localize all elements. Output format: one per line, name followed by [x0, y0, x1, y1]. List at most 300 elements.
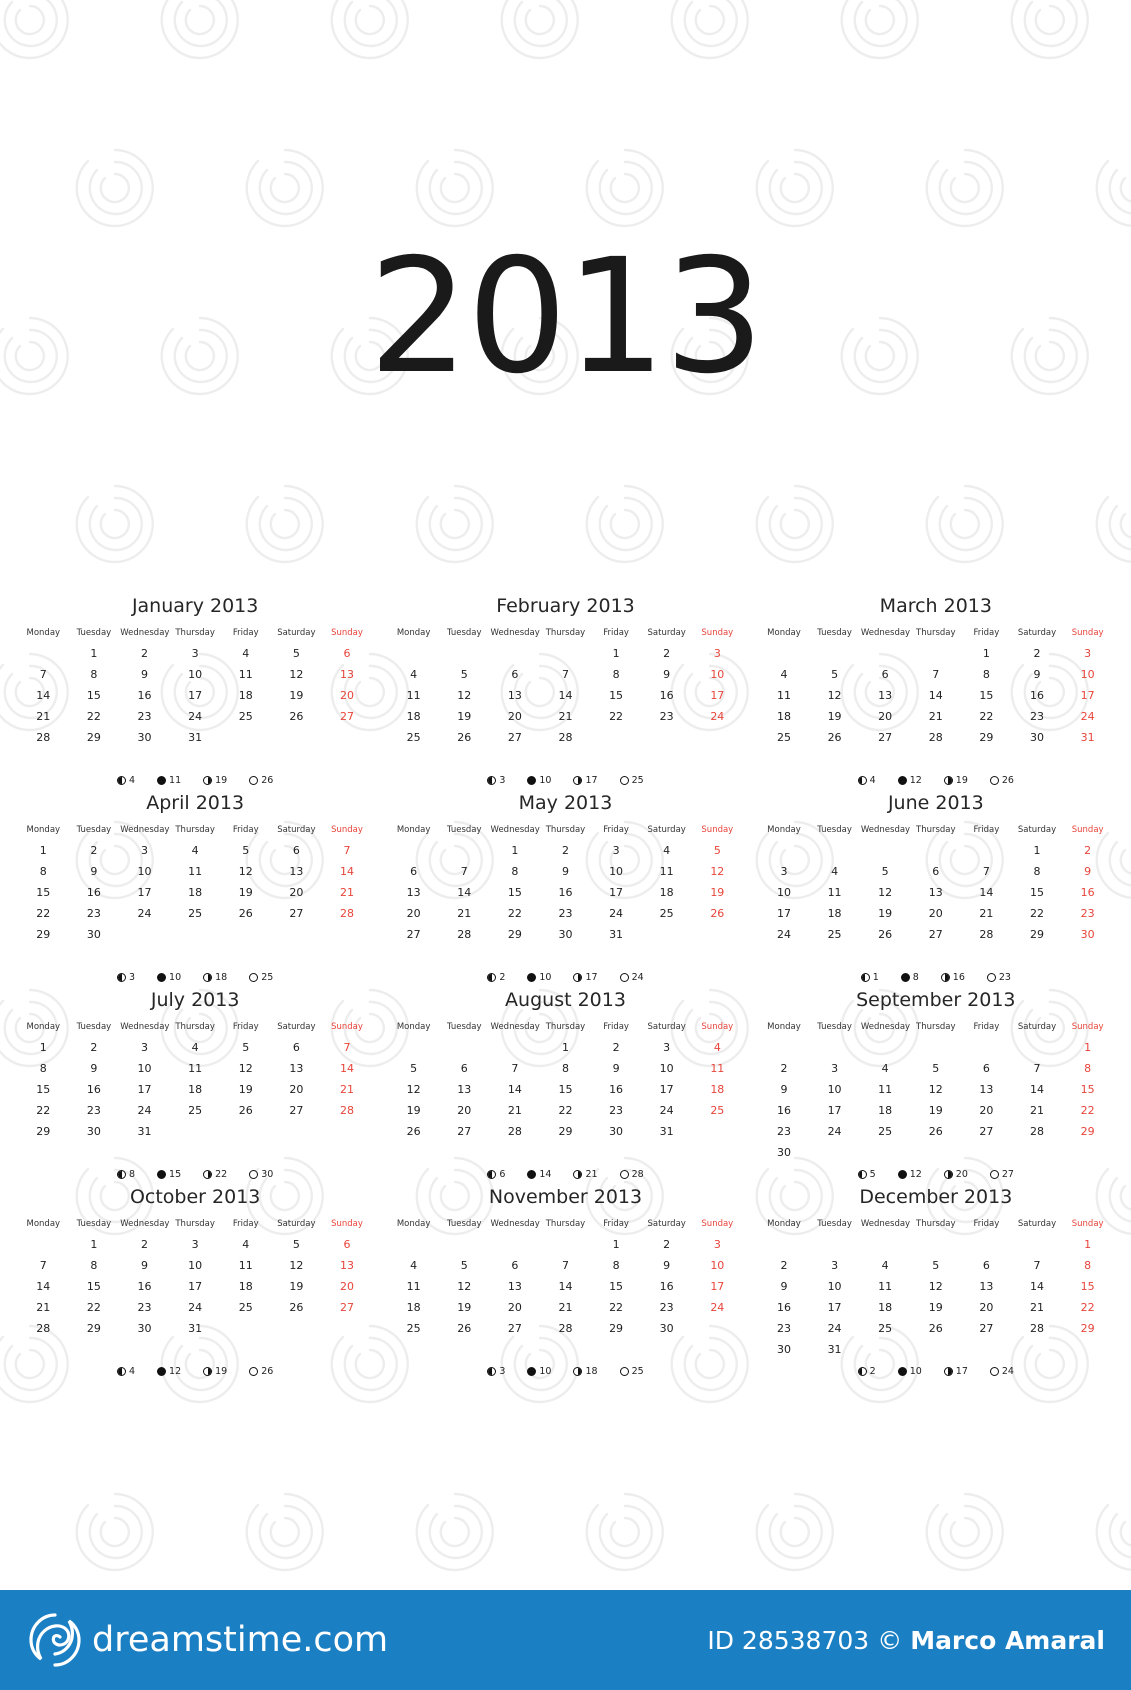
week-row: [18, 643, 372, 664]
day-cell-empty: [490, 1037, 541, 1058]
day-cell: 8: [612, 1259, 620, 1272]
month-block: [751, 792, 1121, 989]
day-cell: 2: [141, 647, 149, 660]
day-cell: 5: [831, 668, 839, 681]
day-cell-empty: [170, 1121, 221, 1142]
moon-phase-day: 25: [631, 1366, 644, 1377]
day-cell-empty: [759, 1234, 810, 1255]
week-row: [388, 727, 742, 748]
day-cell: 12: [928, 1083, 943, 1096]
day-cell: 27: [507, 1322, 522, 1335]
day-cell: 14: [36, 1280, 51, 1293]
day-cell-empty: [439, 1234, 490, 1255]
week-row: [388, 1297, 742, 1318]
day-cell-empty: [220, 1318, 271, 1339]
moon-phase-item: [858, 1366, 876, 1377]
day-cell: 18: [406, 710, 421, 723]
day-cell: 14: [1030, 1083, 1044, 1096]
image-id: ID 28538703: [707, 1625, 870, 1655]
week-row: [759, 685, 1113, 706]
moon-phase-day: 11: [169, 775, 182, 786]
day-cell: 15: [1030, 886, 1044, 899]
moon-phase-item: [487, 1169, 505, 1180]
moon-phase-day: 26: [261, 1366, 274, 1377]
day-cell: 17: [827, 1301, 842, 1314]
day-cell: 16: [776, 1301, 791, 1314]
day-cell: 11: [188, 865, 203, 878]
day-cell: 26: [710, 907, 725, 920]
moon-last-icon: [487, 776, 496, 785]
day-cell: 4: [780, 668, 788, 681]
moon-phase-item: [117, 1169, 135, 1180]
weekday-header: Friday: [232, 628, 259, 638]
moon-phase-day: 8: [912, 972, 919, 983]
day-cell-empty: [809, 1142, 860, 1163]
day-cell: 14: [507, 1083, 522, 1096]
moon-phase-item: [527, 775, 551, 786]
day-cell-empty: [220, 924, 271, 945]
day-cell: 30: [137, 731, 152, 744]
day-cell: 7: [511, 1062, 519, 1075]
day-cell: 10: [188, 668, 203, 681]
month-table: [388, 1218, 742, 1339]
moon-phase-day: 2: [869, 1366, 876, 1377]
day-cell: 13: [507, 1280, 522, 1293]
month-block: [10, 989, 380, 1186]
moon-new-icon: [620, 1170, 629, 1179]
moon-full-icon: [157, 776, 166, 785]
day-cell: 19: [406, 1104, 421, 1117]
weekday-header: Friday: [973, 1219, 1000, 1229]
weekday-header: Wednesday: [120, 1219, 170, 1229]
day-cell: 11: [776, 689, 791, 702]
day-cell: 26: [238, 1104, 253, 1117]
weekday-header: Sunday: [701, 825, 734, 835]
moon-phase-item: [527, 1366, 551, 1377]
weekday-header: Tuesday: [76, 1022, 112, 1032]
day-cell: 30: [609, 1125, 624, 1138]
watermark-spiral-icon: [310, 0, 430, 80]
day-cell: 13: [507, 689, 522, 702]
day-cell: 13: [928, 886, 943, 899]
day-cell: 26: [238, 907, 253, 920]
moon-phase-day: 4: [129, 1366, 136, 1377]
weekday-header: Saturday: [647, 825, 686, 835]
weekday-header: Wednesday: [490, 1022, 540, 1032]
day-cell: 14: [558, 1280, 573, 1293]
weekday-header: Saturday: [277, 628, 316, 638]
moon-phase-row: [388, 972, 742, 983]
moon-full-icon: [898, 1170, 907, 1179]
moon-phase-day: 25: [631, 775, 644, 786]
day-cell: 10: [710, 1259, 725, 1272]
day-cell: 19: [238, 1083, 253, 1096]
weekday-header: Thursday: [916, 1022, 956, 1032]
moon-full-icon: [901, 973, 910, 982]
day-cell: 23: [659, 1301, 674, 1314]
day-cell: 15: [86, 689, 101, 702]
day-cell: 29: [558, 1125, 573, 1138]
weekday-header: Wednesday: [120, 628, 170, 638]
day-cell: 14: [339, 1062, 354, 1075]
week-row: [388, 1100, 742, 1121]
day-cell: 26: [289, 710, 304, 723]
day-cell: 5: [932, 1259, 940, 1272]
day-cell: 21: [36, 1301, 51, 1314]
month-table: [759, 1218, 1113, 1360]
day-cell: 17: [1080, 689, 1095, 702]
week-row: [18, 1121, 372, 1142]
month-title: December 2013: [859, 1186, 1013, 1208]
moon-first-icon: [203, 1170, 212, 1179]
day-cell: 17: [710, 1280, 725, 1293]
moon-phase-item: [941, 972, 965, 983]
day-cell: 24: [776, 928, 791, 941]
moon-new-icon: [620, 776, 629, 785]
moon-phase-day: 27: [1001, 1169, 1014, 1180]
weekday-header: Thursday: [916, 628, 956, 638]
day-cell: 24: [188, 710, 203, 723]
day-cell: 11: [827, 886, 842, 899]
moon-phase-row: [18, 775, 372, 786]
moon-phase-day: 18: [585, 1366, 598, 1377]
moon-last-icon: [487, 1367, 496, 1376]
day-cell: 28: [928, 731, 943, 744]
day-cell: 4: [831, 865, 839, 878]
week-row: [388, 685, 742, 706]
day-cell-empty: [18, 643, 69, 664]
week-row: [759, 1142, 1113, 1163]
moon-phase-item: [157, 1366, 181, 1377]
moon-full-icon: [898, 1367, 907, 1376]
week-row: [759, 727, 1113, 748]
day-cell: 6: [343, 1238, 351, 1251]
day-cell-empty: [860, 840, 911, 861]
moon-phase-item: [620, 775, 644, 786]
month-title: March 2013: [879, 595, 992, 617]
moon-phase-item: [620, 1169, 644, 1180]
day-cell-empty: [490, 1234, 541, 1255]
day-cell-empty: [388, 1037, 439, 1058]
day-cell: 4: [242, 647, 250, 660]
day-cell-empty: [388, 840, 439, 861]
day-cell: 1: [39, 844, 47, 857]
moon-phase-day: 16: [952, 972, 965, 983]
weekday-header: Monday: [767, 1219, 801, 1229]
moon-phase-item: [990, 775, 1014, 786]
week-row: [759, 1037, 1113, 1058]
day-cell: 3: [141, 1041, 149, 1054]
day-cell: 18: [188, 886, 203, 899]
day-cell-empty: [692, 924, 743, 945]
moon-phase-item: [858, 775, 876, 786]
week-row: [18, 903, 372, 924]
moon-new-icon: [620, 1367, 629, 1376]
day-cell: 13: [979, 1280, 994, 1293]
day-cell: 13: [457, 1083, 472, 1096]
moon-phase-day: 3: [129, 972, 136, 983]
watermark-spiral-icon: [225, 464, 345, 584]
weekday-header: Sunday: [701, 1022, 734, 1032]
day-cell: 10: [776, 886, 791, 899]
moon-phase-day: 6: [499, 1169, 506, 1180]
weekday-header: Friday: [603, 1219, 629, 1229]
day-cell: 26: [457, 1322, 472, 1335]
day-cell: 23: [137, 1301, 152, 1314]
weekday-header: Saturday: [1017, 825, 1057, 835]
day-cell: 18: [238, 689, 253, 702]
watermark-spiral-icon: [140, 0, 260, 80]
day-cell: 6: [511, 668, 519, 681]
month-table: [18, 1218, 372, 1339]
footer-bar: [0, 1590, 1131, 1690]
day-cell-empty: [322, 1318, 373, 1339]
day-cell: 27: [507, 731, 522, 744]
moon-phase-item: [203, 1366, 227, 1377]
weekday-header: Monday: [767, 825, 801, 835]
day-cell: 8: [39, 1062, 47, 1075]
watermark-spiral-icon: [395, 464, 515, 584]
day-cell: 1: [612, 1238, 620, 1251]
week-row: [759, 1318, 1113, 1339]
week-row: [18, 1297, 372, 1318]
moon-first-icon: [573, 973, 582, 982]
weekday-header: Monday: [396, 825, 431, 835]
moon-phase-day: 5: [869, 1169, 876, 1180]
day-cell: 22: [86, 710, 101, 723]
moon-new-icon: [249, 1170, 258, 1179]
weekday-header: Tuesday: [817, 628, 852, 638]
day-cell-empty: [591, 727, 642, 748]
day-cell-empty: [540, 643, 591, 664]
day-cell: 31: [137, 1125, 152, 1138]
weekday-header: Monday: [26, 628, 61, 638]
day-cell: 28: [979, 928, 994, 941]
day-cell-empty: [388, 1234, 439, 1255]
calendar-grid: [10, 595, 1121, 1383]
day-cell: 30: [659, 1322, 674, 1335]
day-cell-empty: [1012, 1339, 1063, 1360]
day-cell: 4: [713, 1041, 721, 1054]
weekday-header: Saturday: [647, 1219, 686, 1229]
weekday-header: Tuesday: [817, 1219, 852, 1229]
day-cell: 12: [827, 689, 842, 702]
month-title: September 2013: [856, 989, 1016, 1011]
day-cell: 13: [979, 1083, 994, 1096]
day-cell: 2: [780, 1259, 788, 1272]
day-cell: 21: [36, 710, 51, 723]
week-row: [759, 903, 1113, 924]
watermark-spiral-icon: [395, 1472, 515, 1592]
day-cell: 10: [659, 1062, 674, 1075]
day-cell: 11: [878, 1083, 893, 1096]
day-cell: 20: [289, 886, 304, 899]
weekday-header: Friday: [232, 1219, 259, 1229]
day-cell: 2: [90, 844, 98, 857]
day-cell: 4: [191, 1041, 199, 1054]
moon-new-icon: [990, 776, 999, 785]
moon-phase-day: 10: [539, 1366, 552, 1377]
moon-full-icon: [157, 1367, 166, 1376]
day-cell: 21: [339, 1083, 354, 1096]
moon-first-icon: [944, 776, 953, 785]
moon-first-icon: [941, 973, 950, 982]
moon-first-icon: [203, 776, 212, 785]
weekday-header: Wednesday: [490, 628, 540, 638]
day-cell-empty: [961, 840, 1012, 861]
day-cell: 25: [878, 1322, 893, 1335]
day-cell: 22: [1080, 1104, 1095, 1117]
weekday-header: Thursday: [545, 1219, 586, 1229]
watermark-spiral-icon: [55, 128, 175, 248]
day-cell: 30: [558, 928, 573, 941]
month-block: [380, 1186, 750, 1383]
day-cell: 3: [1084, 647, 1092, 660]
day-cell: 18: [238, 1280, 253, 1293]
day-cell: 9: [663, 1259, 671, 1272]
week-row: [18, 861, 372, 882]
day-cell: 17: [137, 1083, 152, 1096]
month-table: [759, 824, 1113, 945]
day-cell: 15: [979, 689, 994, 702]
dreamstime-logo-icon: [26, 1611, 84, 1669]
weekday-header: Wednesday: [120, 1022, 170, 1032]
day-cell: 10: [609, 865, 624, 878]
moon-full-icon: [527, 1170, 536, 1179]
day-cell: 20: [406, 907, 421, 920]
day-cell-empty: [809, 1037, 860, 1058]
moon-phase-item: [117, 1366, 135, 1377]
day-cell: 20: [979, 1301, 994, 1314]
weekday-header: Monday: [396, 1022, 431, 1032]
month-title: October 2013: [129, 1186, 261, 1208]
moon-phase-item: [117, 775, 135, 786]
moon-new-icon: [249, 1367, 258, 1376]
day-cell: 1: [90, 647, 98, 660]
day-cell: 9: [90, 1062, 98, 1075]
day-cell: 21: [979, 907, 994, 920]
moon-phase-item: [858, 1169, 876, 1180]
day-cell: 14: [928, 689, 943, 702]
day-cell: 2: [90, 1041, 98, 1054]
day-cell: 12: [457, 1280, 472, 1293]
day-cell: 23: [659, 710, 674, 723]
weekday-header: Sunday: [331, 1219, 363, 1229]
day-cell-empty: [961, 1142, 1012, 1163]
watermark-spiral-icon: [990, 0, 1110, 80]
day-cell: 23: [137, 710, 152, 723]
day-cell-empty: [860, 1142, 911, 1163]
moon-phase-item: [249, 1169, 273, 1180]
day-cell: 16: [137, 689, 152, 702]
day-cell: 14: [36, 689, 51, 702]
moon-phase-day: 30: [261, 1169, 274, 1180]
day-cell-empty: [692, 1121, 743, 1142]
week-row: [759, 1276, 1113, 1297]
watermark-spiral-icon: [735, 1472, 855, 1592]
weekday-header: Friday: [603, 628, 629, 638]
day-cell: 25: [238, 1301, 253, 1314]
month-block: [751, 989, 1121, 1186]
weekday-header: Wednesday: [860, 1219, 911, 1229]
day-cell-empty: [1012, 1037, 1063, 1058]
day-cell: 19: [457, 710, 472, 723]
week-row: [388, 882, 742, 903]
moon-phase-item: [157, 775, 181, 786]
moon-phase-item: [573, 775, 597, 786]
brand-text: dreamstime.com: [92, 1620, 389, 1660]
day-cell: 29: [1080, 1125, 1095, 1138]
moon-phase-day: 24: [1001, 1366, 1014, 1377]
day-cell: 16: [776, 1104, 791, 1117]
day-cell: 8: [90, 668, 98, 681]
moon-phase-day: 17: [585, 775, 598, 786]
day-cell: 5: [713, 844, 721, 857]
watermark-spiral-icon: [1075, 1472, 1131, 1592]
moon-phase-item: [898, 775, 922, 786]
month-block: [380, 989, 750, 1186]
moon-phase-day: 15: [169, 1169, 182, 1180]
moon-full-icon: [527, 973, 536, 982]
moon-phase-row: [759, 972, 1113, 983]
day-cell: 29: [36, 928, 51, 941]
weekday-header: Saturday: [1017, 1219, 1057, 1229]
day-cell-empty: [322, 1121, 373, 1142]
day-cell: 25: [238, 710, 253, 723]
day-cell: 15: [1080, 1083, 1095, 1096]
month-table: [759, 1021, 1113, 1163]
day-cell-empty: [1012, 1234, 1063, 1255]
day-cell: 2: [780, 1062, 788, 1075]
moon-phase-day: 19: [955, 775, 968, 786]
day-cell: 27: [979, 1322, 994, 1335]
weekday-header: Wednesday: [490, 825, 540, 835]
month-block: [751, 595, 1121, 792]
day-cell: 5: [242, 844, 250, 857]
week-row: [388, 903, 742, 924]
moon-phase-item: [203, 972, 227, 983]
moon-full-icon: [527, 1367, 536, 1376]
day-cell: 22: [609, 1301, 624, 1314]
watermark-spiral-icon: [820, 0, 940, 80]
day-cell: 8: [1033, 865, 1041, 878]
day-cell: 7: [460, 865, 468, 878]
day-cell: 5: [460, 668, 468, 681]
weekday-header: Wednesday: [860, 825, 911, 835]
week-row: [759, 706, 1113, 727]
day-cell: 26: [406, 1125, 421, 1138]
weekday-header: Sunday: [331, 825, 363, 835]
moon-phase-row: [18, 972, 372, 983]
day-cell: 3: [141, 844, 149, 857]
weekday-header: Thursday: [175, 825, 215, 835]
day-cell: 22: [609, 710, 624, 723]
day-cell-empty: [692, 727, 743, 748]
moon-last-icon: [117, 776, 126, 785]
week-row: [18, 1276, 372, 1297]
day-cell: 11: [238, 668, 253, 681]
moon-first-icon: [203, 973, 212, 982]
day-cell: 29: [86, 731, 101, 744]
day-cell: 6: [511, 1259, 519, 1272]
moon-phase-day: 14: [539, 1169, 552, 1180]
weekday-header: Wednesday: [860, 1022, 911, 1032]
day-cell: 27: [457, 1125, 472, 1138]
moon-phase-row: [18, 1169, 372, 1180]
moon-phase-row: [388, 1366, 742, 1377]
moon-phase-day: 23: [998, 972, 1011, 983]
moon-phase-item: [249, 1366, 273, 1377]
